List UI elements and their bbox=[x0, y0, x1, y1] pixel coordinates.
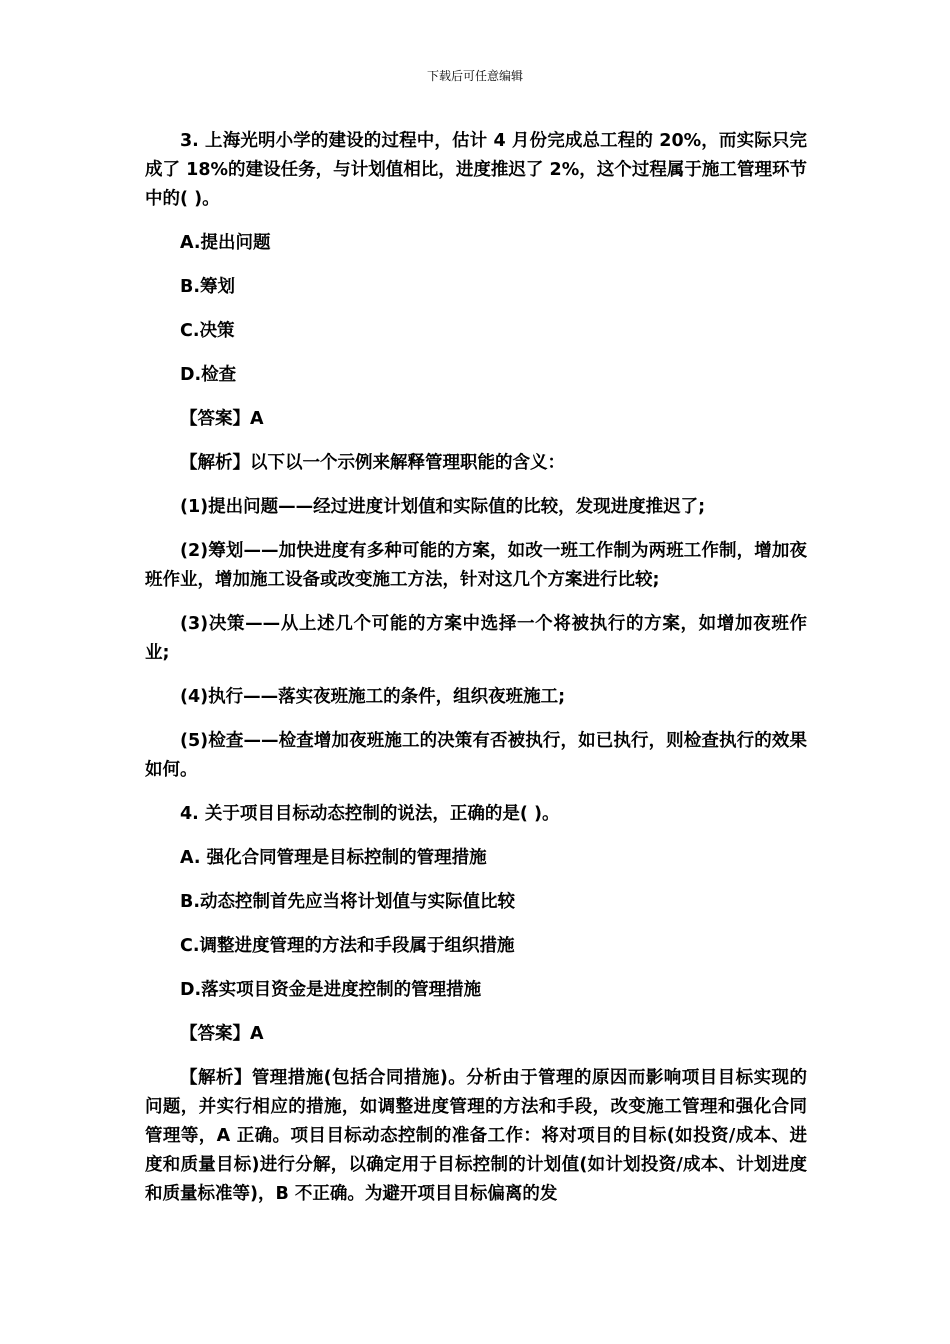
question-3-analysis-item-1: (1)提出问题——经过进度计划值和实际值的比较，发现进度推迟了; bbox=[180, 497, 706, 517]
question-4-answer: 【答案】A bbox=[180, 1024, 264, 1044]
question-3-answer: 【答案】A bbox=[180, 409, 264, 429]
question-3-option-c: C.决策 bbox=[180, 321, 235, 341]
question-3-stem: 3. 上海光明小学的建设的过程中，估计 4 月份完成总工程的 20%，而实际只完成了 18%的建设任务，与计划值相比，进度推迟了 2%，这个过程属于施工管理环节中的( )。 bbox=[145, 131, 807, 209]
question-3-option-b: B.筹划 bbox=[180, 277, 235, 297]
question-4-stem: 4. 关于项目目标动态控制的说法，正确的是( )。 bbox=[180, 804, 560, 824]
document-body bbox=[145, 127, 807, 1224]
question-3-analysis-item-5: (5)检查——检查增加夜班施工的决策有否被执行，如已执行，则检查执行的效果如何。 bbox=[145, 731, 807, 780]
question-4-option-a: A. 强化合同管理是目标控制的管理措施 bbox=[180, 848, 487, 868]
question-4-option-d: D.落实项目资金是进度控制的管理措施 bbox=[180, 980, 482, 1000]
question-3-option-a: A.提出问题 bbox=[180, 233, 271, 253]
question-4-analysis: 【解析】管理措施(包括合同措施)。分析由于管理的原因而影响项目目标实现的问题，并实行相应的措施，如调整进度管理的方法和手段，改变施工管理和强化合同管理等，A 正确。项目目标动态控制的准备工作：将对项目的目标(如投资/成本、进度和质量目标)进行分解，以确定用于目标控制的计划值(如计划投资/成本、计划进度和质量标准等)，B 不正确。为避开项目目标偏离的发 bbox=[145, 1068, 807, 1204]
question-4-option-c: C.调整进度管理的方法和手段属于组织措施 bbox=[180, 936, 515, 956]
question-4-option-b: B.动态控制首先应当将计划值与实际值比较 bbox=[180, 892, 515, 912]
question-3-analysis-item-4: (4)执行——落实夜班施工的条件，组织夜班施工; bbox=[180, 687, 566, 707]
question-3-option-d: D.检查 bbox=[180, 365, 237, 385]
question-3-analysis-item-2: (2)筹划——加快进度有多种可能的方案，如改一班工作制为两班工作制，增加夜班作业，增加施工设备或改变施工方法，针对这几个方案进行比较; bbox=[145, 541, 807, 590]
question-3-analysis-intro: 【解析】以下以一个示例来解释管理职能的含义： bbox=[180, 453, 565, 473]
question-3-analysis-item-3: (3)决策——从上述几个可能的方案中选择一个将被执行的方案，如增加夜班作业; bbox=[145, 614, 807, 663]
page-header: 下载后可任意编辑 bbox=[426, 69, 523, 83]
